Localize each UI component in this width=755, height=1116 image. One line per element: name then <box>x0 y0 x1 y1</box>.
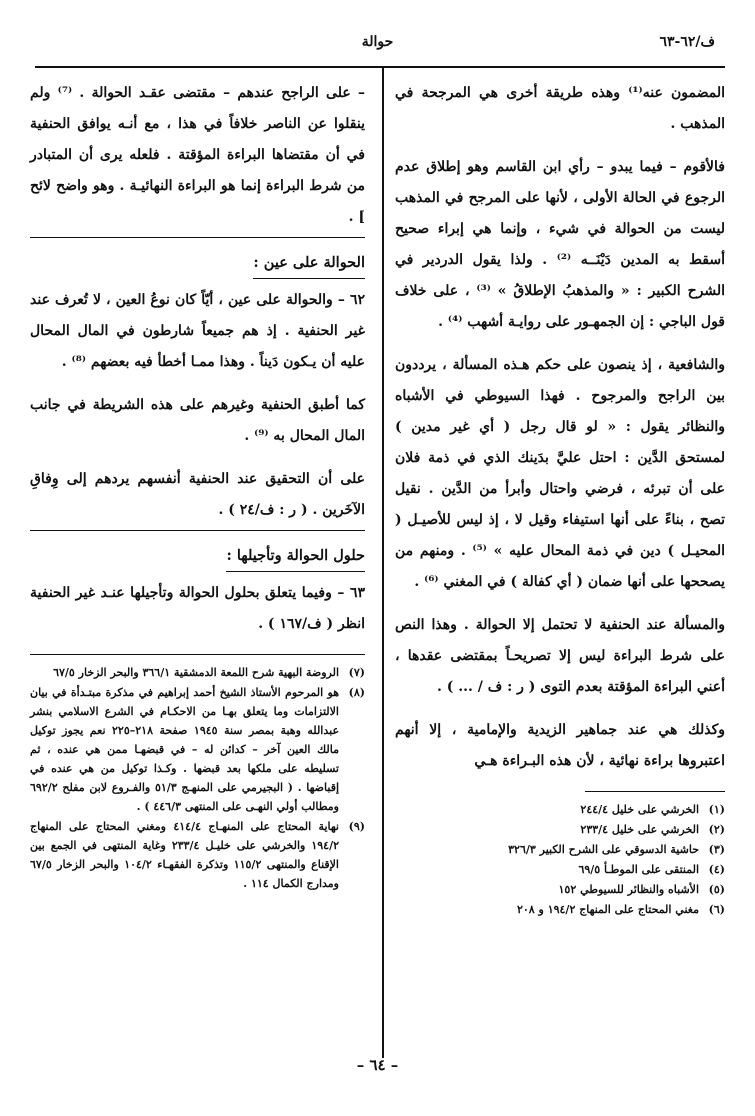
footnote-2: (٢) الخرشي على خليل ٢٣٣/٤ <box>580 823 725 836</box>
right-paragraph-1: المضمون عنه⁽¹⁾ وهذه طريقة أخرى هي المرجحة في المذهب . <box>395 85 726 132</box>
right-paragraph-4: والمسألة عند الحنفية لا تحتمل إلا الحوالة . وهذا النص على شرط البراءة ليس إلا تصريحـاً بمقتضى عقدها ، أعني البراءة المؤقتة بعدم التوى ( ر : ف / ... ) . <box>395 617 725 695</box>
right-paragraph-2: فالأقوم – فيما يبدو – رأي ابن القاسم وهو إطلاق عدم الرجوع في الحالة الأولى ، لأنها على المرجح في المذهب ليست من الحوالة في شيء ، وإنما هي إبراء صحيح أسقط به المدين دَيْنَــه ⁽²⁾ . ولذا يقول الدردير في الشرح الكبير : « والمذهبُ الإطلاقُ » ⁽³⁾ ، على خلاف قول الباجي : إن الجمهـور على روايـة أشهب ⁽⁴⁾ . <box>395 159 726 330</box>
footnote-7: (٧) الروضة البهية شرح اللمعة الدمشقية ٣٦٦/١ والبحر الزخار ٦٧/٥ <box>53 666 365 679</box>
header-rule <box>35 66 725 68</box>
column-divider <box>382 68 384 1058</box>
footnote-6: (٦) مغني المحتاج على المنهاج ١٩٤/٢ و ٢٠٨ <box>516 903 725 916</box>
footnote-3: (٣) حاشية الدسوقي على الشرح الكبير ٣٢٦/٣ <box>508 843 725 856</box>
section-heading-hawala-ala-ayn: الحوالة على عين : <box>253 248 365 279</box>
paragraph-62-cont-2: على أن التحقيق عند الحنفية أنفسهم يردهم إلى وِفاقِ الآخَرين . ( ر : ف/٢٤ ) . <box>30 471 365 518</box>
page-title: حوالة <box>361 34 394 50</box>
paragraph-63: ٦٣ – وفيما يتعلق بحلول الحوالة وتأجيلها عنـد غير الحنفية انظر ( ف/١٦٧ ) . <box>30 585 365 632</box>
left-column <box>30 78 365 893</box>
footnote-rule <box>585 791 725 792</box>
left-intro-paragraph: – على الراجح عندهم – مقتضى عقـد الحوالة . ⁽⁷⁾ ولم ينقلوا عن الناصر خلافاً في هذا ، مع أنـه يوافق الحنفية في أن مقتضاها البراءة المؤقتة . فلعله يرى أن المتبادر من شرط البراءة إنما هو البراءة النهائيـة . وهو واضح لائح ] . <box>30 85 365 225</box>
section-rule-2 <box>30 530 365 531</box>
right-column <box>395 78 725 919</box>
paragraph-62: ٦٢ – والحوالة على عين ، أيّاً كان نوعُ العين ، لا تُعرف عند غير الحنفية . إذ هم جميعاً شارطون في المال المحال عليه أن يـكون دَيناً . وهذا ممـا أخطأ فيه بعضهم ⁽⁸⁾ . <box>30 292 365 370</box>
page-number: – ٦٤ – <box>356 1056 399 1074</box>
paragraph-62-cont-1: كما أطبق الحنفية وغيرهم على هذه الشريطة في جانب المال المحال به ⁽⁹⁾ . <box>30 397 365 444</box>
footnote-5: (٥) الأشباه والنظائر للسيوطي ١٥٢ <box>558 883 725 896</box>
right-paragraph-3: والشافعية ، إذ ينصون على حكم هـذه المسألة ، يرددون بين الراجح والمرجوح . فهذا السيوطي في الأشباه والنظائر يقول : « لو قال رجل ( أي غير مدين ) لمستحق الدَّين : احتل عليَّ بدَينك الذي في ذمة فلان على أن تبرئه ، فرضي واحتال وأبرأ من الدَّين . نقيل تصح ، بناءً على أنها استيفاء وقيل لا ، إذ ليس للأصيـل ( المحيـل ) دين في ذمة المحال عليه » ⁽⁵⁾ . ومنهم من يصححها على أنها ضمان ( أي كفالة ) في المغني ⁽⁶⁾ . <box>395 357 725 590</box>
footnote-9: (٩) نهاية المحتاج على المنهـاج ٤١٤/٤ ومغني المحتاج على المنهاج ١٩٤/٢ والخرشي على خليـل ٢٣٣/٤ وغاية المنتهى في الجمع بين الإقناع والمنتهى ١١٥/٢ وتذكرة الفقهـاء ١٠٤/٢ والبحر الزخار ٦٧/٥ ومدارج الكمال ١١٤ . <box>30 820 365 890</box>
footnote-rule-left <box>30 654 365 655</box>
footnote-8: (٨) هو المرحوم الأستاذ الشيخ أحمد إبراهيم في مذكرة مبتـدأة في بيان الالتزامات وما يتعلق بهـا من الاحكـام في الشرع الاسلامي بنشر عبدالله وهبة بمصر سنة ١٩٤٥ صفحة ٢١٨–٢٢٥ نعم يجوز توكيل مالك العين آخر – كدائن له – في قبضهـا ممن هي عنده ، ثم تسليطه على ملكها بعد قبضها . وكـذا توكيل من هي عنده في إقباضها . ( البجيرمي على المنهـج ٥١/٣ والفـروع لابن مفلح ٦٩٢/٢ ومطالب أولي النهـى على المنتهى ٤٤٦/٣ ) . <box>30 686 365 813</box>
footnote-1: (١) الخرشي على خليل ٢٤٤/٤ <box>580 803 725 816</box>
page-reference: ف/٦٢-٦٣ <box>659 34 715 50</box>
footnote-4: (٤) المنتقى على الموطـأ ٦٩/٥ <box>578 863 725 876</box>
right-paragraph-5: وكذلك هي عند جماهير الزيدية والإمامية ، إلا أنهم اعتبروها براءة نهائية ، لأن هذه البـراءة هـي <box>395 722 725 769</box>
page-header <box>30 30 725 60</box>
section-rule <box>30 237 365 238</box>
section-heading-hulul: حلول الحوالة وتأجيلها : <box>226 541 365 572</box>
